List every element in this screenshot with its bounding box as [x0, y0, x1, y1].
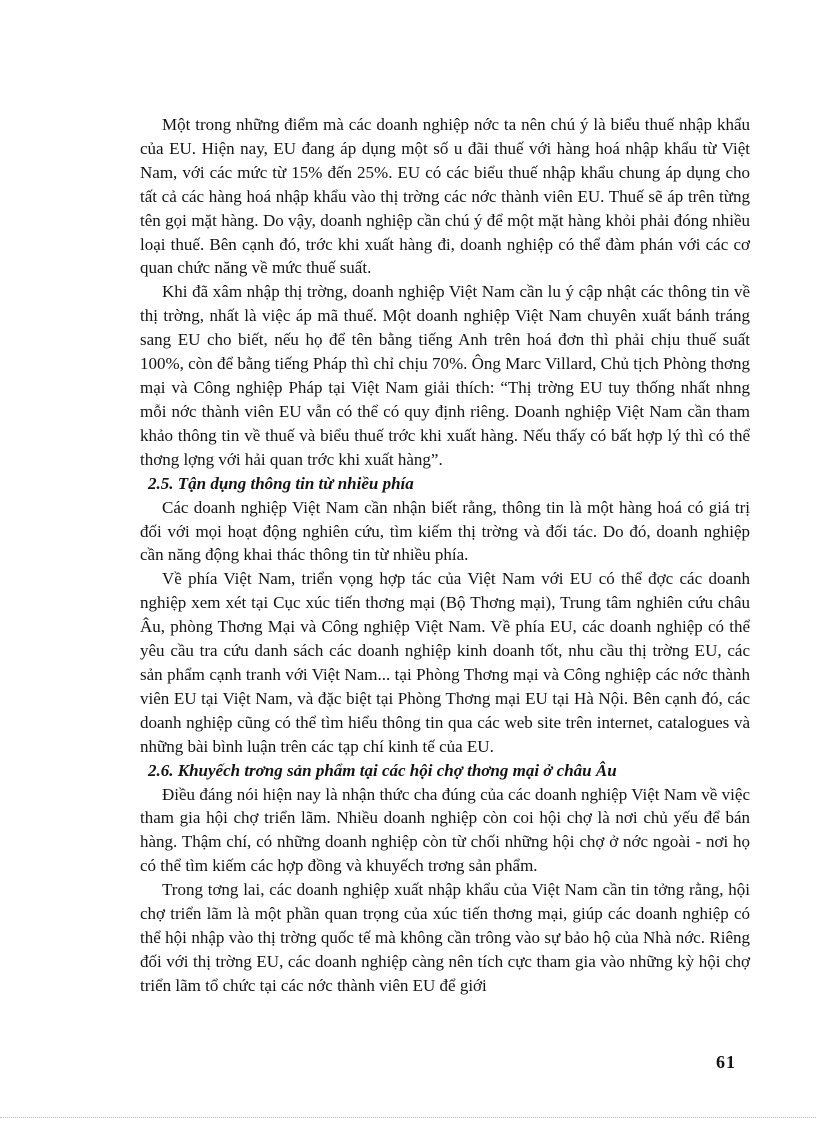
- paragraph-tariff: Một trong những điểm mà các doanh nghiệp nớc ta nên chú ý là biểu thuế nhập khẩu của EU. Hiện nay, EU đang áp dụng một số u đãi thuế với hàng hoá nhập khẩu từ Việt Nam, với các mức từ 15% đến 25%. EU có các biểu thuế nhập khẩu chung áp dụng cho tất cả các hàng hoá nhập khẩu vào thị trờng các nớc thành viên EU. Thuế sẽ áp trên từng tên gọi mặt hàng. Do vậy, doanh nghiệp cần chú ý để một mặt hàng khỏi phải đóng nhiều loại thuế. Bên cạnh đó, trớc khi xuất hàng đi, doanh nghiệp có thể đàm phán với các cơ quan chức năng về mức thuế suất.: [140, 115, 750, 278]
- paragraph-information-value: Các doanh nghiệp Việt Nam cần nhận biết rằng, thông tin là một hàng hoá có giá trị đối với mọi hoạt động nghiên cứu, tìm kiếm thị trờng và đối tác. Do đó, doanh nghiệp cần năng động khai thác thông tin từ nhiều phía.: [140, 497, 750, 565]
- section-heading-2-6: 2.6. Khuyếch trơng sản phẩm tại các hội chợ thơng mại ở châu Âu: [148, 760, 617, 780]
- paragraph-information-sources: Về phía Việt Nam, triển vọng hợp tác của Việt Nam với EU có thể đợc các doanh nghiệp xem xét tại Cục xúc tiến thơng mại (Bộ Thơng mại), Trung tâm nghiên cứu châu Âu, phòng Thơng Mại và Công nghiệp Việt Nam. Về phía EU, các doanh nghiệp có thể yêu cầu tra cứu danh sách các doanh nghiệp kinh doanh tốt, nhu cầu thị trờng EU, các sản phẩm cạnh tranh với Việt Nam... tại Phòng Thơng mại và Công nghiệp các nớc thành viên EU tại Việt Nam, và đặc biệt tại Phòng Thơng mại EU tại Hà Nội. Bên cạnh đó, các doanh nghiệp cũng có thể tìm hiểu thông tin qua các web site trên internet, catalogues và những bài bình luận trên các tạp chí kinh tế của EU.: [140, 569, 750, 756]
- paragraph-trade-fair-future: Trong tơng lai, các doanh nghiệp xuất nhập khẩu của Việt Nam cần tin tởng rằng, hội chợ triển lãm là một phần quan trọng của xúc tiến thơng mại, giúp các doanh nghiệp có thể hội nhập vào thị trờng quốc tế mà không cần trông vào sự bảo hộ của Nhà nớc. Riêng đối với thị trờng EU, các doanh nghiệp càng nên tích cực tham gia vào những kỳ hội chợ triển lãm tổ chức tại các nớc thành viên EU để giới: [140, 880, 750, 995]
- paragraph-market-info: Khi đã xâm nhập thị trờng, doanh nghiệp Việt Nam cần lu ý cập nhật các thông tin về thị trờng, nhất là việc áp mã thuế. Một doanh nghiệp Việt Nam chuyên xuất bánh tráng sang EU cho biết, nếu họ để tên bằng tiếng Anh trên hoá đơn thì phải chịu thuế suất 100%, còn để bằng tiếng Pháp thì chỉ chịu 70%. Ông Marc Villard, Chủ tịch Phòng thơng mại và Công nghiệp Pháp tại Việt Nam giải thích: “Thị trờng EU tuy thống nhất nhng mỗi nớc thành viên EU vẫn có thể có quy định riêng. Doanh nghiệp Việt Nam cần tham khảo thông tin về thuế và biểu thuế trớc khi xuất hàng. Nếu thấy có bất hợp lý thì có thể thơng lợng với hải quan trớc khi xuất hàng”.: [140, 282, 750, 469]
- page-bottom-divider: [0, 1117, 816, 1118]
- page-number: 61: [716, 1052, 736, 1072]
- section-heading-2-5: 2.5. Tận dụng thông tin từ nhiều phía: [148, 473, 414, 493]
- paragraph-trade-fair-awareness: Điều đáng nói hiện nay là nhận thức cha đúng của các doanh nghiệp Việt Nam về việc tham gia hội chợ triển lãm. Nhiều doanh nghiệp còn coi hội chợ là nơi chủ yếu để bán hàng. Thậm chí, có những doanh nghiệp còn từ chối những hội chợ ở nớc ngoài - nơi họ có thể tìm kiếm các hợp đồng và khuyếch trơng sản phẩm.: [140, 784, 750, 876]
- document-body: [140, 113, 750, 998]
